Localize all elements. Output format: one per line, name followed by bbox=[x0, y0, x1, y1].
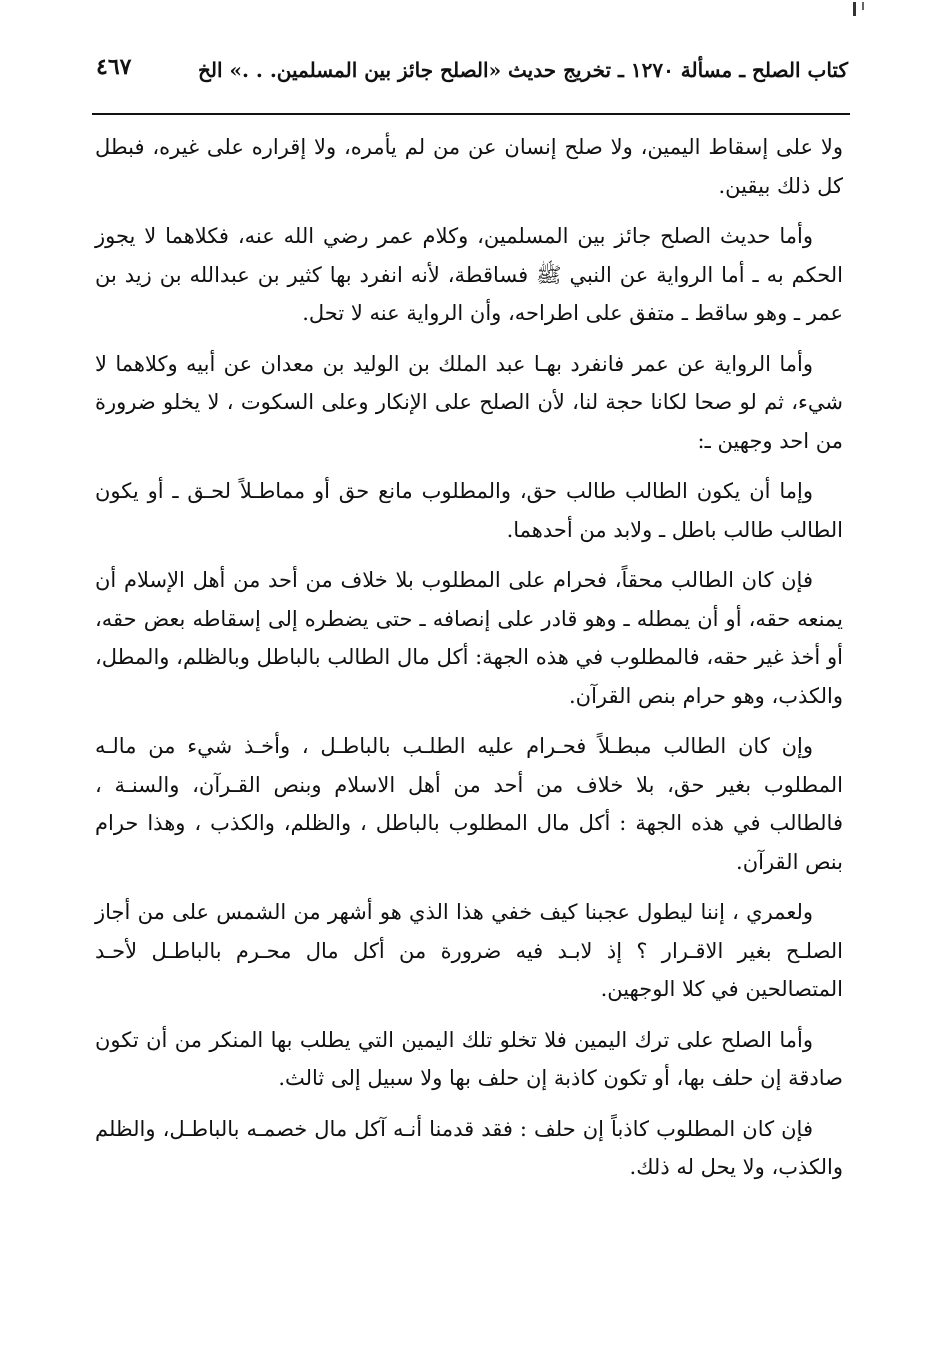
paragraph: وأما حديث الصلح جائز بين المسلمين، وكلام عمر رضي الله عنه، فكلاهما لا يجوز الحكم به ـ أما الرواية عن النبي ﷺ فساقطة، لأنه انفرد بها كثير بن عبدالله بن زيد بن عمر ـ وهو ساقط ـ متفق على اطراحه، وأن الرواية عنه لا تحل. bbox=[95, 224, 843, 325]
running-title: كتاب الصلح ـ مسألة ١٢٧٠ ـ تخريج حديث «الصلح جائز بين المسلمين. . .» الخ bbox=[197, 58, 848, 82]
paragraph: وأما الصلح على ترك اليمين فلا تخلو تلك اليمين التي يطلب بها المنكر من أن تكون صادقة إن حلف بها، أو تكون كاذبة إن حلف بها ولا سبيل إلى ثالث. bbox=[95, 1027, 843, 1090]
scan-mark bbox=[853, 2, 856, 16]
paragraph: وإما أن يكون الطالب طالب حق، والمطلوب مانع حق أو مماطـلاً لحـق ـ أو يكون الطالب طالب باطل ـ ولابد من أحدهما. bbox=[95, 479, 843, 542]
page-number: ٤٦٧ bbox=[96, 54, 132, 80]
paragraph: ولا على إسقاط اليمين، ولا صلح إنسان عن من لم يأمره، ولا إقراره على غيره، فبطل كل ذلك بيقين. bbox=[95, 135, 843, 198]
paragraph: وأما الرواية عن عمر فانفرد بهـا عبد الملك بن الوليد بن معدان عن أبيه وكلاهما لا شيء، ثم لو صحا لكانا حجة لنا، لأن الصلح على الإنكار وعلى السكوت ، لا يخلو ضرورة من احد وجهين ـ: bbox=[95, 351, 843, 453]
paragraph: وإن كان الطالب مبطـلاً فحـرام عليه الطلـب بالباطـل ، وأخـذ شيء من مالـه المطلوب بغير حق، بلا خلاف من أحد من أهل الاسلام وبنص القـرآن، والسنـة ، فالطالب في هذه الجهة : أكل مال المطلوب بالباطل ، والظلم، والكذب ، وهذا حرام بنص القرآن. bbox=[95, 734, 843, 874]
paragraph: ولعمري ، إننا ليطول عجبنا كيف خفي هذا الذي هو أشهر من الشمس على من أجاز الصلـح بغير الاقـرار ؟ إذ لابـد فيه ضرورة من أكل مال محـرم بالباطـل لأحـد المتصالحين في كلا الوجهين. bbox=[95, 900, 843, 1001]
paragraph: فإن كان المطلوب كاذباً إن حلف : فقد قدمنا أنـه آكل مال خصمـه بالباطـل، والظلم والكذب، ولا يحل له ذلك. bbox=[95, 1116, 843, 1179]
main-text bbox=[95, 128, 843, 1199]
running-header bbox=[96, 52, 848, 98]
header-divider bbox=[92, 113, 850, 115]
scan-mark bbox=[862, 2, 864, 10]
paragraph: فإن كان الطالب محقاً، فحرام على المطلوب بلا خلاف من أحد من أهل الإسلام أن يمنعه حقه، أو أن يمطله ـ وهو قادر على إنصافه ـ حتى يضطره إلى إسقاطه بعض حقه، أو أخذ غير حقه، فالمطلوب في هذه الجهة: أكل مال الطالب بالباطل وبالظلم، والمطل، والكذب، وهو حرام بنص القرآن. bbox=[95, 568, 843, 708]
